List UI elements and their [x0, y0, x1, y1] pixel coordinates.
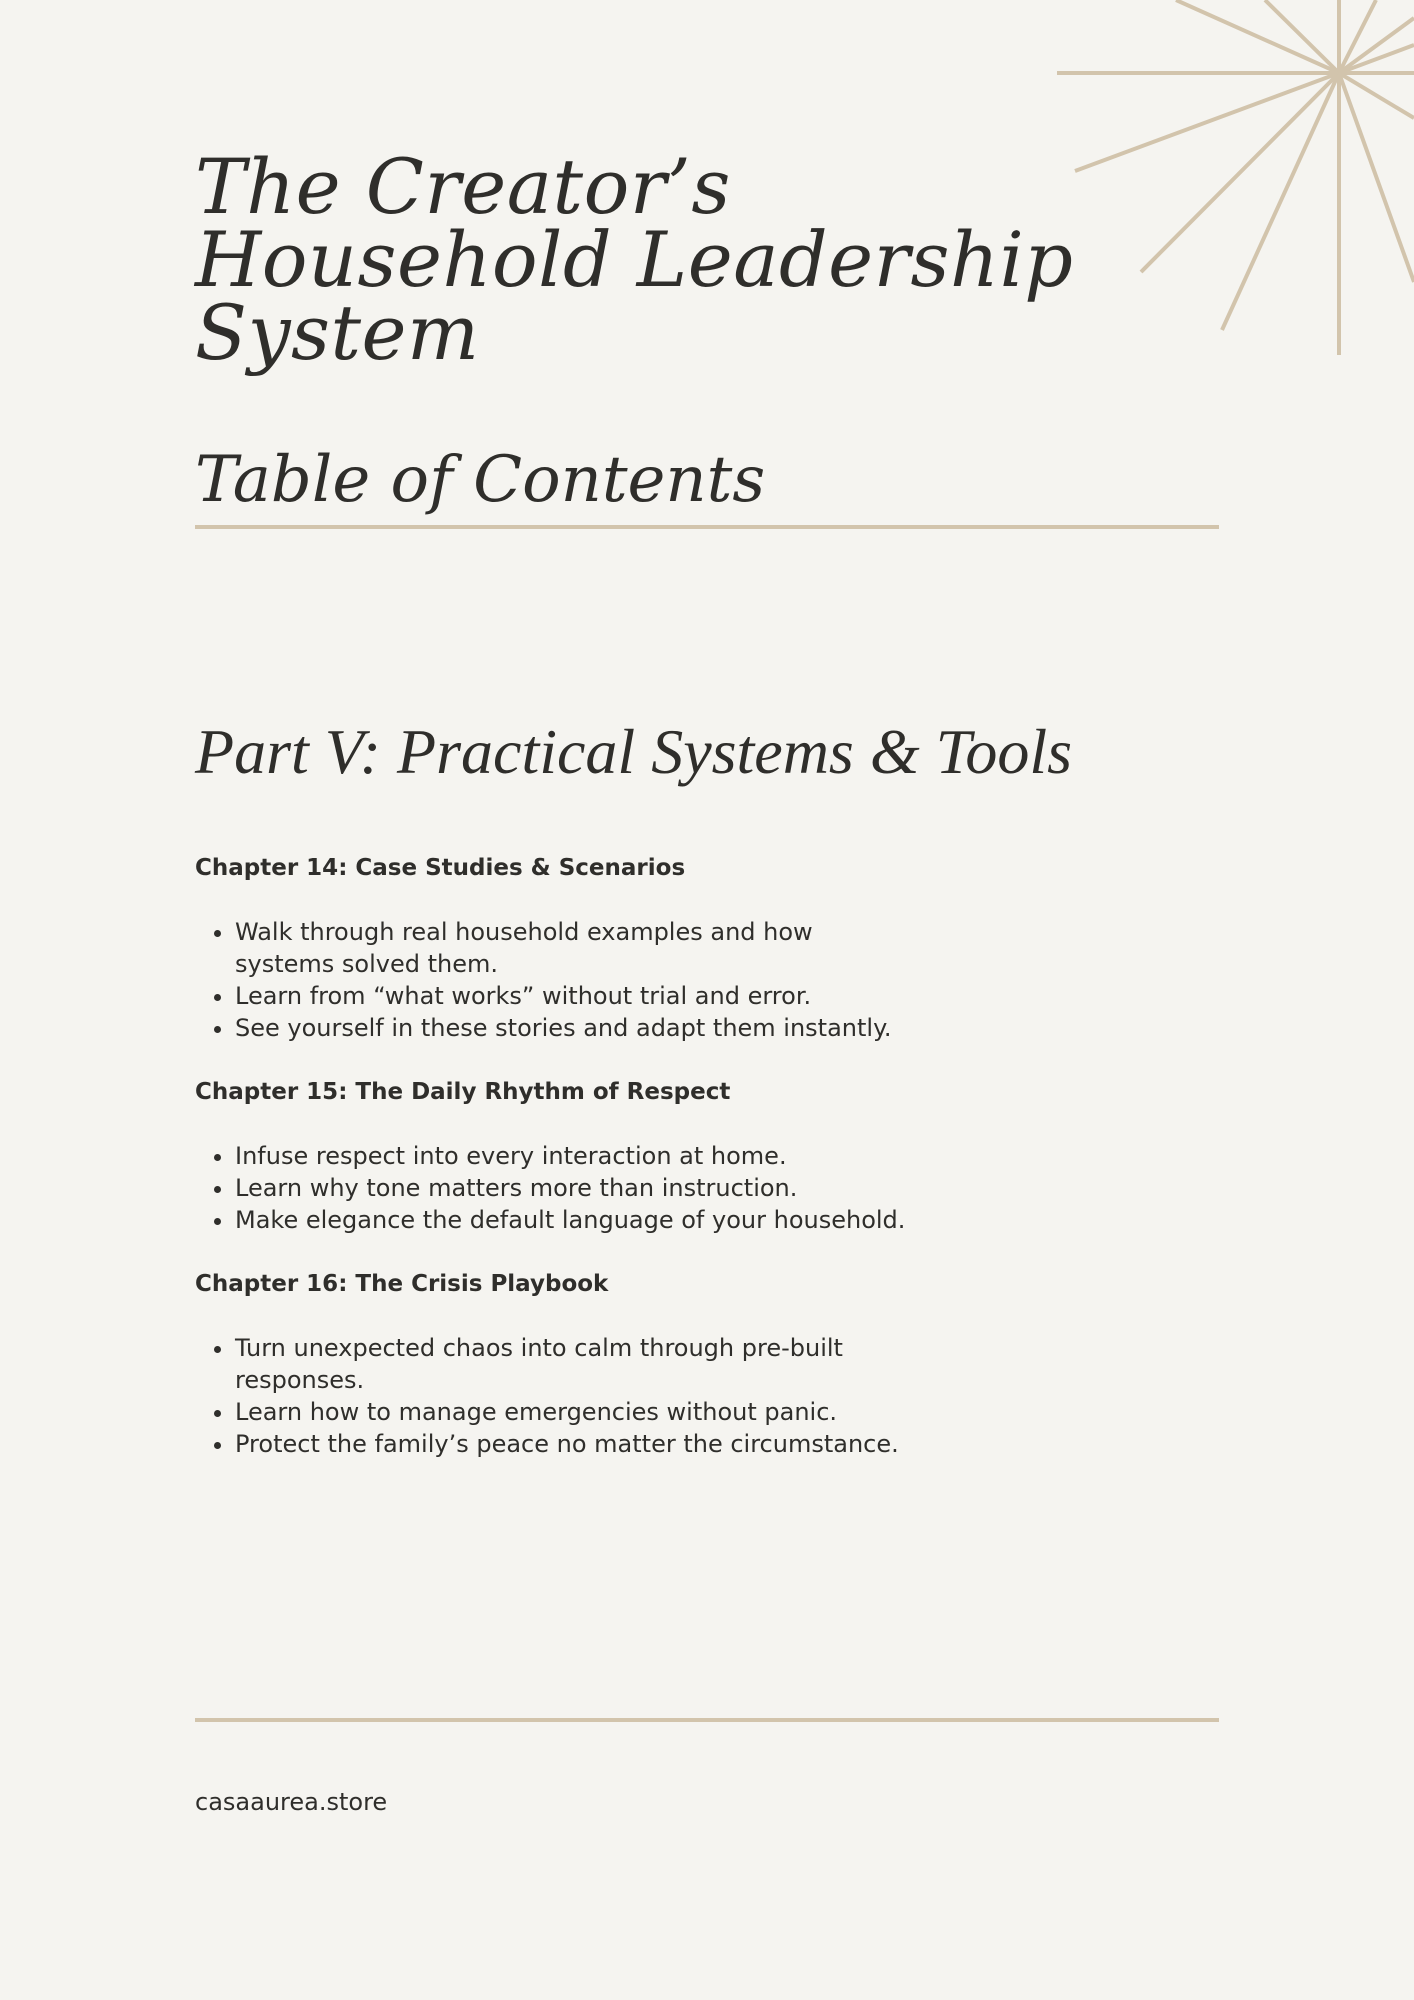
footer-link[interactable]: casaaurea.store — [195, 1788, 388, 1816]
chapter-title: Chapter 15: The Daily Rhythm of Respect — [195, 1079, 731, 1105]
list-item: • Learn how to manage emergencies without panic. — [235, 1396, 915, 1428]
list-item: • Infuse respect into every interaction at home. — [235, 1140, 915, 1172]
title-line: The Creator’s — [195, 142, 731, 231]
bullet-list — [195, 916, 915, 1044]
list-item: • Protect the family’s peace no matter the circumstance. — [235, 1428, 915, 1460]
bullet-list — [195, 1140, 915, 1236]
title-line: System — [195, 288, 480, 377]
list-item: • Walk through real household examples and how systems solved them. — [235, 916, 915, 980]
bullet-list — [195, 1332, 915, 1460]
document-title — [195, 142, 1095, 377]
chapter-list — [195, 852, 915, 1492]
toc-heading: Table of Contents — [195, 443, 766, 517]
part-heading: Part V: Practical Systems & Tools — [195, 716, 1072, 787]
list-item: • See yourself in these stories and adapt them instantly. — [235, 1012, 915, 1044]
list-item: • Turn unexpected chaos into calm through pre-built responses. — [235, 1332, 915, 1396]
list-item: • Learn why tone matters more than instruction. — [235, 1172, 915, 1204]
divider — [195, 525, 1219, 529]
title-line: Household Leadership — [195, 215, 1074, 304]
list-item: • Make elegance the default language of your household. — [235, 1204, 915, 1236]
divider — [195, 1718, 1219, 1722]
chapter-title: Chapter 14: Case Studies & Scenarios — [195, 855, 686, 881]
chapter-title: Chapter 16: The Crisis Playbook — [195, 1271, 609, 1297]
chapter — [195, 1076, 915, 1236]
list-item: • Learn from “what works” without trial and error. — [235, 980, 915, 1012]
chapter — [195, 852, 915, 1044]
chapter — [195, 1268, 915, 1460]
